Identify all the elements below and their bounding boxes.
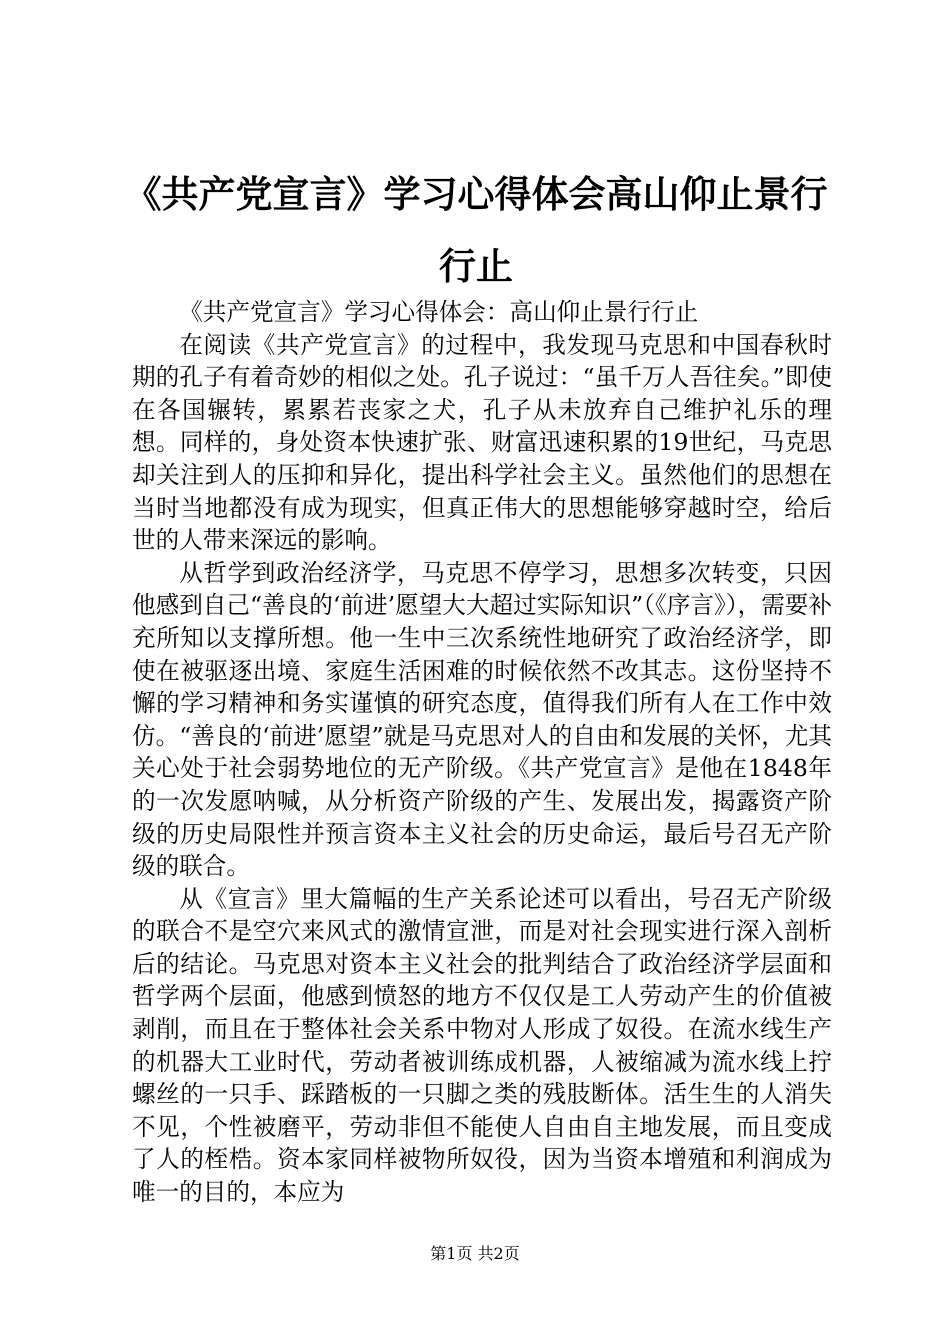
paragraph-3: 从《宣言》里大篇幅的生产关系论述可以看出，号召无产阶级的联合不是空穴来风式的激情宣泄，而是对社会现实进行深入剖析后的结论。马克思对资本主义社会的批判结合了政治经济学层面和哲学两个层面，他感到愤怒的地方不仅仅是工人劳动产生的价值被剥削，而且在于整体社会关系中物对人形成了奴役。在流水线生产的机器大工业时代，劳动者被训练成机器，人被缩减为流水线上拧螺丝的一只手、踩踏板的一只脚之类的残肢断体。活生生的人消失不见，个性被磨平，劳动非但不能使人自由自主地发展，而且变成了人的桎梏。资本家同样被物所奴役，因为当资本增殖和利润成为唯一的目的，本应为 — [132, 884, 832, 1207]
paragraph-1: 在阅读《共产党宣言》的过程中，我发现马克思和中国春秋时期的孔子有着奇妙的相似之处。孔子说过：“虽千万人吾往矣。”即使在各国辗转，累累若丧家之犬，孔子从未放弃自己维护礼乐的理想。同样的，身处资本快速扩张、财富迅速积累的19世纪，马克思却关注到人的压抑和异化，提出科学社会主义。虽然他们的思想在当时当地都没有成为现实，但真正伟大的思想能够穿越时空，给后世的人带来深远的影响。 — [132, 330, 832, 555]
paragraph-2: 从哲学到政治经济学，马克思不停学习，思想多次转变，只因他感到自己“善良的‘前进’愿望大大超过实际知识”（《序言》），需要补充所知以支撑所想。他一生中三次系统性地研究了政治经济学，即使在被驱逐出境、家庭生活困难的时候依然不改其志。这份坚持不懈的学习精神和务实谨慎的研究态度，值得我们所有人在工作中效仿。“善良的‘前进’愿望”就是马克思对人的自由和发展的关怀，尤其关心处于社会弱势地位的无产阶级。《共产党宣言》是他在1848年的一次发愿呐喊，从分析资产阶级的产生、发展出发，揭露资产阶级的历史局限性并预言资本主义社会的历史命运，最后号召无产阶级的联合。 — [132, 558, 832, 881]
paragraph-subtitle: 《共产党宣言》学习心得体会：高山仰止景行行止 — [179, 298, 699, 326]
page-footer: 第1页 共2页 — [430, 1244, 520, 1263]
document-body — [132, 296, 832, 1209]
document-title: 《共产党宣言》学习心得体会高山仰止景行行止 — [124, 172, 828, 288]
